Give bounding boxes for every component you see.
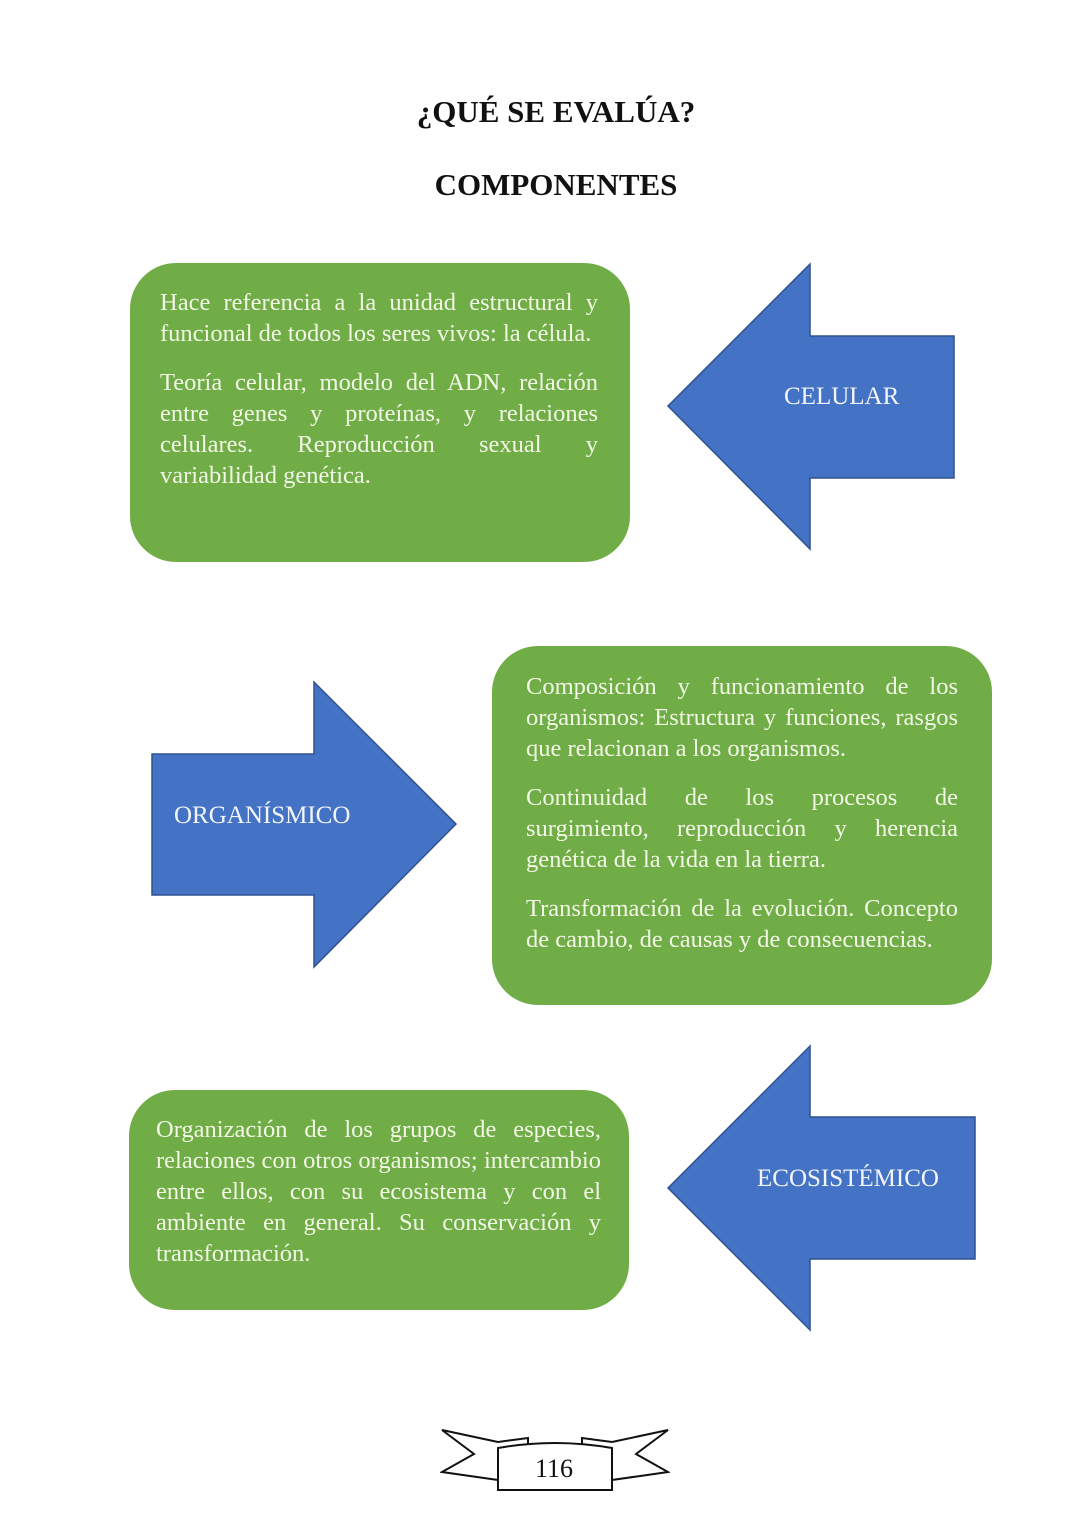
description-paragraph: Organización de los grupos de especies, relaciones con otros organismos; intercambio entre ellos, con su ecosistema y con el ambiente en general. Su conservación y transformación. <box>156 1116 601 1267</box>
component-label-ecosistemico: ECOSISTÉMICO <box>757 1165 939 1192</box>
section-subtitle: COMPONENTES <box>434 167 678 202</box>
component-label-organismico: ORGANÍSMICO <box>174 802 351 829</box>
description-paragraph: Continuidad de los procesos de surgimiento, reproducción y herencia genética de la vida en la tierra. <box>526 784 958 873</box>
description-paragraph: Composición y funcionamiento de los organismos: Estructura y funciones, rasgos que relacionan a los organismos. <box>526 673 958 762</box>
page-number-ribbon <box>440 1428 670 1494</box>
description-box-ecosistemico <box>129 1090 629 1310</box>
description-box-organismico <box>492 646 992 1005</box>
description-box-celular <box>130 263 630 562</box>
page-title: ¿QUÉ SE EVALÚA? <box>416 94 696 129</box>
description-paragraph: Teoría celular, modelo del ADN, relación entre genes y proteínas, y relaciones celulares. Reproducción sexual y variabilidad genética. <box>160 369 598 489</box>
description-paragraph: Hace referencia a la unidad estructural y funcional de todos los seres vivos: la célula. <box>160 289 598 347</box>
component-label-celular: CELULAR <box>784 383 900 410</box>
description-paragraph: Transformación de la evolución. Concepto de cambio, de causas y de consecuencias. <box>526 895 958 953</box>
page-number: 116 <box>534 1454 574 1483</box>
